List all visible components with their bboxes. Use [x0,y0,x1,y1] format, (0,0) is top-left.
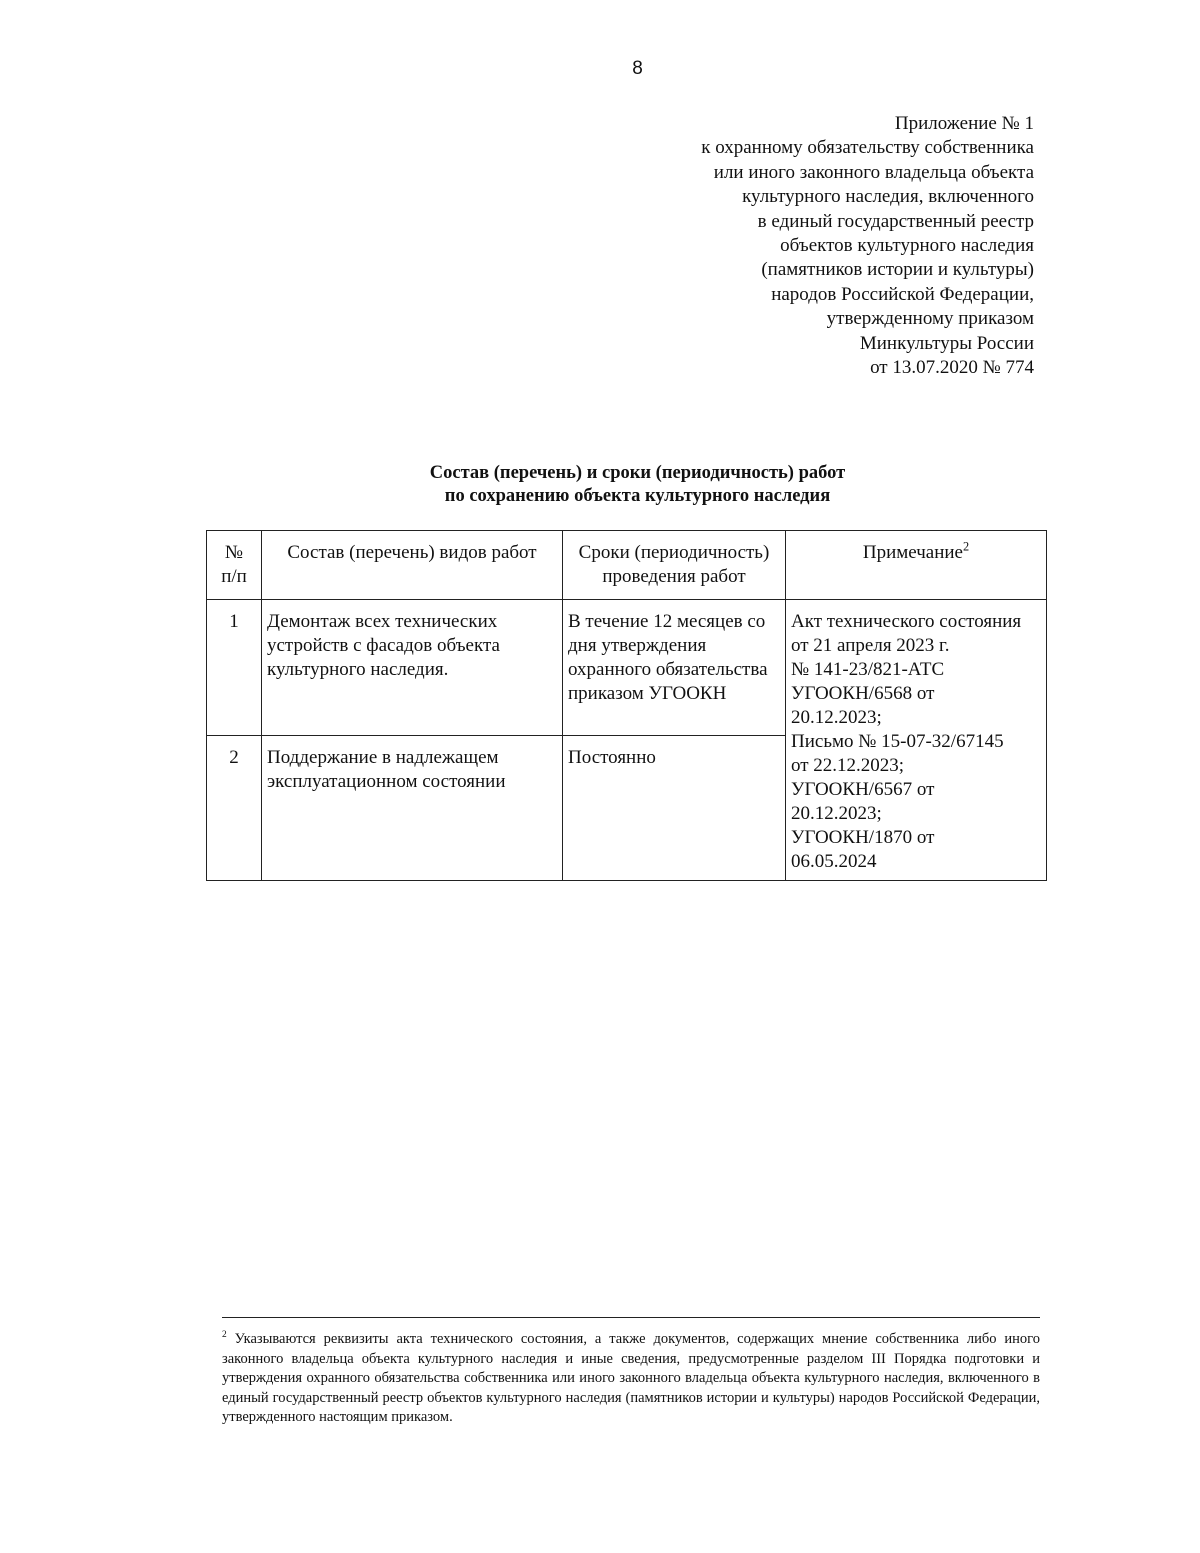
header-number-line: п/п [221,566,247,587]
row-number: 1 [207,600,262,736]
header-term [563,531,786,600]
appendix-line: объектов культурного наследия [780,235,1034,257]
appendix-line: или иного законного владельца объекта [713,161,1034,183]
page-number: 8 [632,58,643,79]
row-work: Демонтаж всех технических устройств с фасадов объекта культурного наследия. [262,600,563,736]
row-term: Постоянно [563,736,786,881]
appendix-line: Приложение № 1 [894,113,1034,134]
appendix-line: утвержденному приказом [826,308,1034,330]
header-number-line: № [224,542,244,563]
note-line: УГООКН/6568 от [791,683,935,704]
footnote-mark: 2 [222,1330,227,1341]
row-note [786,600,1047,881]
document-title [0,462,1200,508]
appendix-line: от 13.07.2020 № 774 [870,357,1034,379]
header-work-label: Состав (перечень) видов работ [287,542,537,563]
header-work [262,531,563,600]
footnote [222,1330,1040,1428]
title-line: по сохранению объекта культурного наследия [444,486,831,506]
header-note-label: Примечание [862,542,963,563]
row-term: В течение 12 месяцев со дня утверждения охранного обязательства приказом УГООКН [563,600,786,736]
note-line: от 22.12.2023; [791,755,905,776]
note-line: УГООКН/6567 от [791,779,935,800]
table-header-row [207,531,1047,600]
note-line: Акт технического состояния [791,611,1022,632]
title-line: Состав (перечень) и сроки (периодичность) работ [429,463,846,483]
note-line: от 21 апреля 2023 г. [791,635,950,656]
works-table [206,530,1047,881]
footnote-reference: 2 [962,539,970,554]
note-line: 20.12.2023; [791,707,882,728]
appendix-line: Минкультуры России [859,332,1034,354]
appendix-header [701,112,1034,380]
footnote-separator [222,1317,1040,1318]
appendix-line: к охранному обязательству собственника [701,137,1034,159]
appendix-line: культурного наследия, включенного [742,186,1034,208]
row-number: 2 [207,736,262,881]
footnote-text: Указываются реквизиты акта технического состояния, а также документов, содержащих мнение собственника либо иного законного владельца объекта культурного наследия и иные сведения, предусмотренные разделом III Порядка подготовки и утверждения охранного обязательства собственника или иного законного владельца объекта культурного наследия, включенного в единый государственный реестр объектов культурного наследия (памятников истории и культуры) народов Российской Федерации, утвержденного настоящим приказом. [222,1331,1040,1425]
appendix-line: народов Российской Федерации, [771,283,1034,305]
header-number [207,531,262,600]
note-line: № 141-23/821-АТС [791,659,945,680]
note-line: УГООКН/1870 от [791,827,935,848]
header-term-line: Сроки (периодичность) [578,542,770,563]
appendix-line: в единый государственный реестр [757,210,1034,232]
table-row [207,600,1047,736]
appendix-line: (памятников истории и культуры) [761,259,1034,281]
row-work: Поддержание в надлежащем эксплуатационном состоянии [262,736,563,881]
note-line: 06.05.2024 [791,851,877,872]
header-note [786,531,1047,600]
note-line: 20.12.2023; [791,803,882,824]
note-line: Письмо № 15-07-32/67145 [791,731,1004,752]
header-term-line: проведения работ [602,566,746,587]
